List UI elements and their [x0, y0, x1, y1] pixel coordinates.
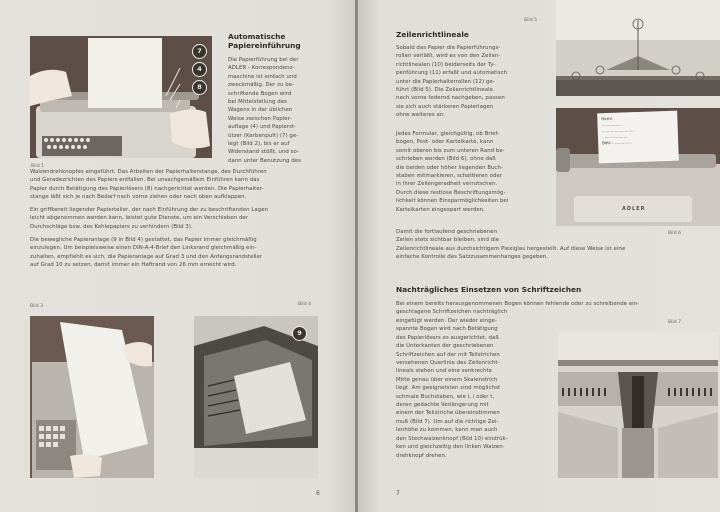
text-line: einzulegen. Um beispielsweise einen DIN-A-4-Brief den Linksrand gleichmäßig ein- — [30, 245, 257, 252]
text-line: lenhöhe zu kommen, kann man auch — [396, 427, 498, 434]
text-line: schriftende Bogen wird — [228, 90, 292, 97]
text-line: stange läßt sich je nach Bedarf nach vorne ziehen oder nach oben aufklappen. — [30, 194, 247, 201]
text-line: einem der Teilstriche übereinstimmen — [396, 410, 500, 417]
text-line: Bei einem bereits herausgenommenen Bogen können fehlende oder zu schreibende ein- — [396, 301, 640, 307]
text-line: die beiden oder höher liegenden Buch- — [396, 164, 504, 171]
paragraph-nachtraegliches — [396, 300, 716, 317]
column-text-zeilen-1 — [396, 44, 544, 120]
paper-divider-illustration — [30, 316, 154, 478]
text-line: den Stechwalzenknopf (Bild 10) eindrük- — [396, 435, 508, 442]
text-line: versehenen Querlinie des Zeilenricht- — [396, 360, 500, 367]
text-line: maschine ist einfach und — [228, 73, 297, 80]
paragraph-papierhalter — [30, 168, 350, 202]
text-line: eingefügt werden. Der wieder einge- — [396, 318, 497, 324]
text-line: rollen verläßt, wird es von den Zeilen- — [396, 53, 501, 60]
photo-bild-3 — [30, 316, 154, 478]
photo-bild-4 — [194, 316, 318, 478]
photo-bild-5 — [556, 0, 720, 96]
text-line: Sobald das Papier die Papierführungs- — [396, 45, 501, 51]
paragraph-papierteiler — [30, 206, 350, 231]
text-line: geschlagene Schriftzeichen nachträglich — [396, 309, 508, 316]
text-line: auflage (4) und Papierst- — [228, 124, 297, 131]
text-line: Durch diese restlose Beschriftungsmög- — [396, 189, 506, 196]
text-line: schmale Buchstaben, wie l, i oder t, — [396, 393, 495, 400]
text-line: unter die Papierhalterrollen (12) ge- — [396, 78, 495, 85]
text-line: nach vorne federnd nachgeben, passen — [396, 95, 505, 102]
text-line: des Papierlösers so ausgerichtet, daß — [396, 334, 499, 341]
text-line: Ein griffbereit liegender Papierteiler, der nach Einführung der zu beschriftenden Lagen — [30, 207, 269, 213]
text-line: spannte Bogen wird nach Betätigung — [396, 326, 498, 333]
photo-bild-1 — [30, 36, 212, 158]
text-line: zweckmäßig. Der zu be- — [228, 82, 295, 89]
text-line: Die Papierführung bei der — [228, 57, 299, 63]
type-alignment-illustration — [558, 332, 718, 478]
text-line: Die bewegliche Papieranlage (9 in Bild 4) gestattet, das Papier immer gleichmäßig — [30, 237, 257, 243]
page-number-left: 6 — [316, 490, 320, 497]
text-line: und Geradezrichten des Papiers entfallen. Bei unsachgemäßem Einführen kann das — [30, 177, 260, 184]
text-line: drehknopf drehen. — [396, 452, 447, 459]
caption-bild-4: Bild 4 — [298, 302, 312, 307]
page-number-right: 7 — [396, 490, 400, 497]
heading-zeilenrichtlineale: Zeilenrichtlineale — [396, 30, 469, 39]
column-text-papierfuehrung — [228, 56, 348, 165]
caption-bild-6: Bild 6 — [668, 231, 682, 236]
text-line: Wagens in der üblichen — [228, 107, 293, 114]
text-line: die Unterkanten der geschriebenen — [396, 343, 494, 350]
caption-bild-1: Bild 1 — [31, 164, 45, 169]
text-line: Mitte genau über einem Skalenstrich — [396, 376, 498, 383]
text-line: somit oberen bis zum unteren Rand be- — [396, 147, 505, 154]
text-line: deren gedachte Verlängerung mit — [396, 402, 489, 409]
left-page — [0, 0, 356, 512]
letter-line: .................... — [601, 133, 628, 140]
callout-8: 8 — [192, 80, 207, 95]
text-line: penführung (11) erfaßt und automatisch — [396, 70, 508, 77]
text-line: ützer (Kerbenpult) (7) ge- — [228, 132, 299, 139]
column-text-nachtraegliches — [396, 317, 546, 460]
text-line: Damit die fortlaufend geschriebenen — [396, 229, 498, 235]
text-line: muß (Bild 7). Um auf die richtige Zei- — [396, 418, 499, 425]
text-line: Jedes Formular, gleichgültig, ob Brief- — [396, 131, 500, 137]
text-line: staben mitmarkieren, schattieren oder — [396, 173, 503, 180]
text-line: Widerstand stößt, und so- — [228, 149, 299, 156]
text-line: Papier durch Betätigung des Papierlösers (8) nachgerichtet werden. Die Papierhalter- — [30, 185, 264, 192]
text-line: Walzendrehknopfes eingeführt. Das Arbeiten der Papierhalterstange, des Durchführen — [30, 169, 267, 175]
text-line: ohne weiteres an. — [396, 112, 446, 119]
caption-bild-7: Bild 7 — [668, 320, 682, 325]
text-line: richtlinealen (10) beiderseits der Ty- — [396, 61, 496, 68]
text-line: schrieben werden (Bild 6), ohne daß — [396, 156, 496, 163]
text-line: liegt. Am geeignetsten sind möglichst — [396, 385, 501, 392]
photo-bild-7 — [558, 332, 718, 478]
zeilenrichtlineal-illustration — [556, 0, 720, 96]
text-line: leicht abgenommen werden kann, leistet gute Dienste, um ein Verschieben der — [30, 215, 249, 222]
paragraph-papieranlage — [30, 236, 350, 270]
right-page — [358, 0, 720, 512]
text-line: Weise zwischen Papier- — [228, 115, 292, 122]
column-text-zeilen-3 — [396, 228, 544, 245]
text-line: Karteikarten eingespart werden. — [396, 206, 485, 213]
text-line: legt (Bild 2), bis er auf — [228, 141, 290, 148]
text-line: bogen, Post- oder Karteikarte, kann — [396, 139, 494, 146]
text-line: Zeilen stets sichtbar bleiben, sind die — [396, 237, 500, 244]
typewriter-paper-feed-illustration — [30, 36, 212, 158]
text-line: Zeilenrichtlineale aus durchsichtigem Plexiglas hergestellt. Auf diese Weise ist eine — [396, 246, 626, 252]
text-line: bei Mittelstellung des — [228, 99, 287, 106]
text-line: führt (Bild 5). Die Zeilenrichtlineale — [396, 87, 494, 94]
text-line: ADLER - Korrespondenz- — [228, 65, 295, 72]
text-line: einfache Kontrolle des Satzzusammenhanges gegeben. — [396, 254, 549, 261]
text-line: in ihrer Zeilengeradheit verrutschen. — [396, 181, 498, 188]
paragraph-plexiglas — [396, 245, 716, 262]
heading-nachtraegliches: Nachträgliches Einsetzen von Schriftzeichen — [396, 285, 582, 294]
letter-line: ............... — [601, 121, 621, 128]
callout-4: 4 — [192, 62, 207, 77]
text-line: Durchschläge bzw. des Kohlepapiers zu verhindern (Bild 3). — [30, 223, 193, 230]
text-line: lineals stehen und eine senkrechte — [396, 368, 492, 375]
letter-line: Herrn — [601, 115, 613, 122]
text-line: auf Grad 10 zu setzen, damit immer ein Heftrand von 26 mm erreicht wird. — [30, 262, 237, 269]
text-line: lichkeit können Einsparmöglichkeiten bei — [396, 198, 509, 205]
callout-9: 9 — [292, 326, 307, 341]
text-line: Schriftzeichen auf der mit Teilstrichen — [396, 351, 500, 358]
heading-papiereinfuehrung-2: Papiereinführung — [228, 41, 301, 50]
brand-logo: ADLER — [622, 206, 646, 212]
column-text-zeilen-2 — [396, 130, 544, 214]
text-line: ken und gleichzeitig den linken Walzen- — [396, 444, 505, 451]
letter-line: Betr.: .............. — [602, 139, 632, 146]
caption-bild-3: Bild 3 — [30, 304, 44, 309]
callout-7: 7 — [192, 44, 207, 59]
text-line: sie sich auch stärkeren Papierlagen — [396, 103, 494, 110]
text-line: zuhalten, empfiehlt es sich, die Papieranlage auf Grad 3 und den Anfangsrandsteller — [30, 253, 263, 260]
heading-papiereinfuehrung-1: Automatische — [228, 32, 286, 41]
letter-sheet — [597, 111, 679, 164]
photo-bild-6 — [556, 108, 720, 226]
text-line: dann unter Benutzung des — [228, 157, 301, 164]
letter-line: .......................... — [601, 127, 635, 134]
caption-bild-5: Bild 5 — [524, 18, 538, 23]
